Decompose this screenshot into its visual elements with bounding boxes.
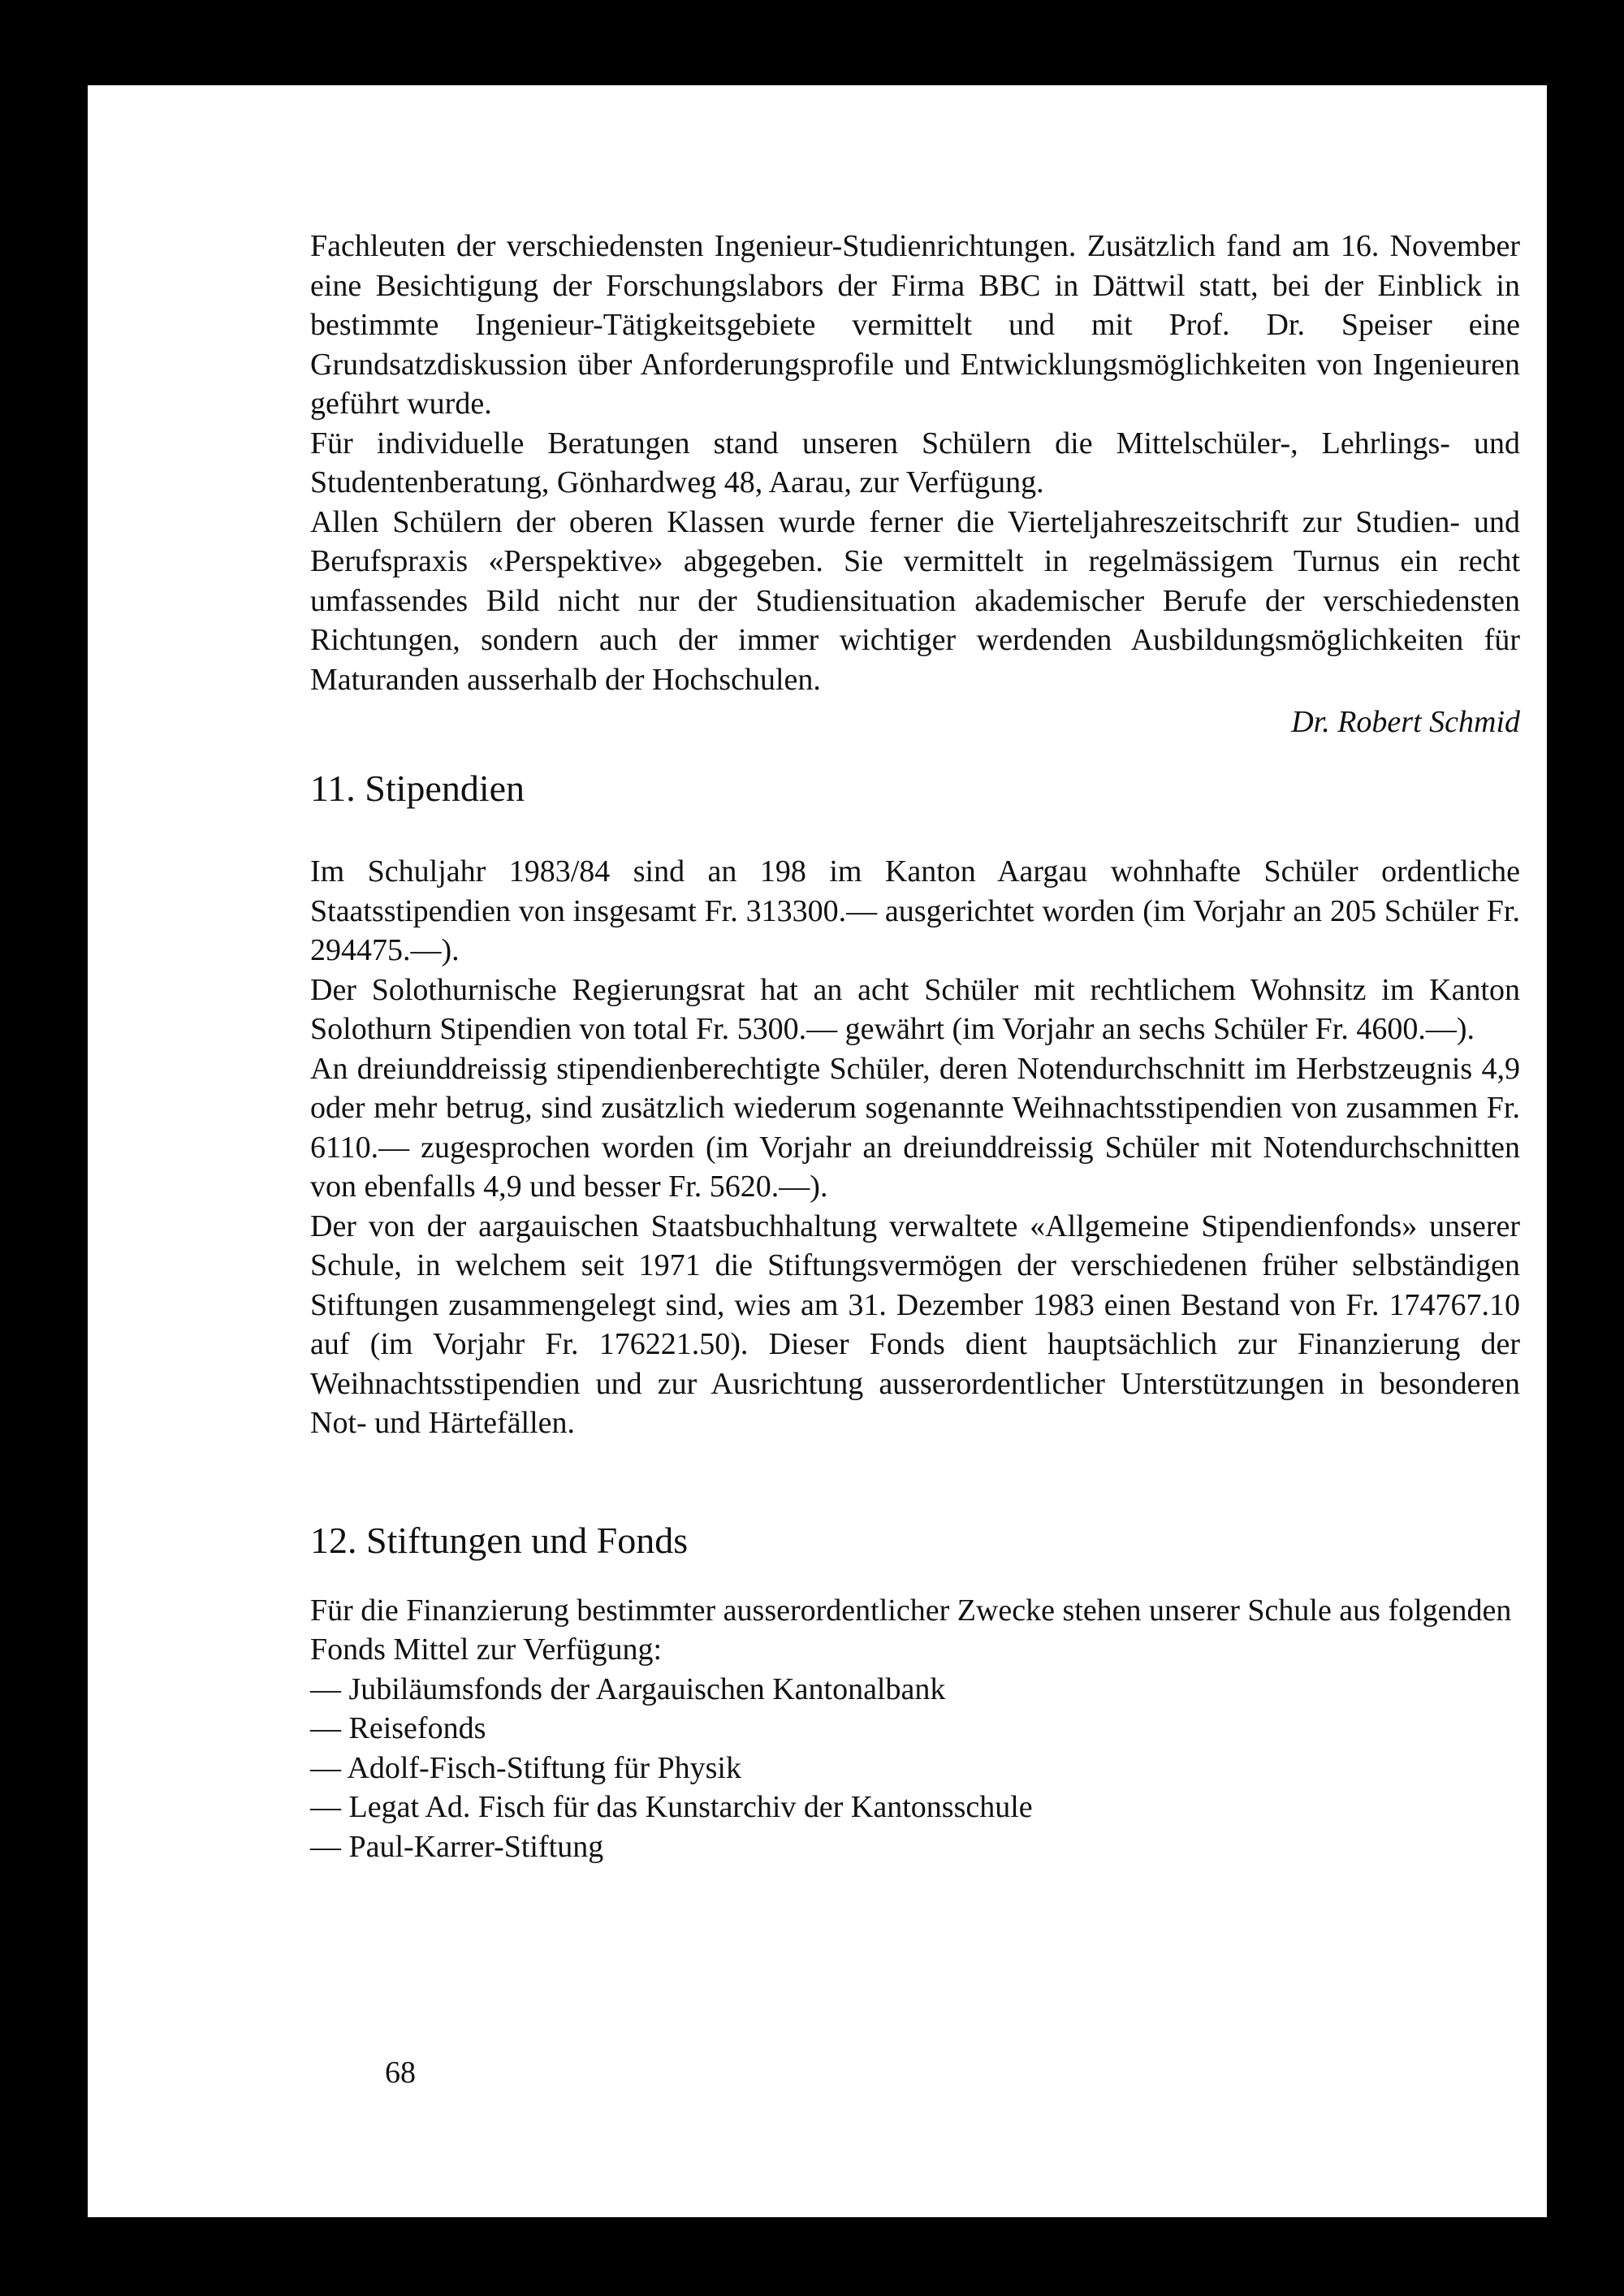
author-signature: Dr. Robert Schmid	[1291, 705, 1520, 739]
list-item: — Reisefonds	[310, 1711, 486, 1745]
list-item: — Paul-Karrer-Stiftung	[310, 1829, 604, 1864]
list-item: — Legat Ad. Fisch für das Kunstarchiv der Kantonsschule	[310, 1790, 1033, 1824]
section-11-paragraph-3: An dreiunddreissig stipendienberechtigte Schüler, deren Notendurchschnitt im Herbstzeugnis 4,9 oder mehr betrug, sind zusätzlich wiederum sogenannte Weihnachtsstipendien von zusammen Fr. 6110.— zugesprochen worden (im Vorjahr an dreiunddreissig Schüler mit Notendurchschnitten von ebenfalls 4,9 und besser Fr. 5620.—).	[310, 1051, 1520, 1204]
document-page	[88, 85, 1547, 2217]
fonds-list	[310, 1670, 1520, 1867]
page-number: 68	[385, 2056, 416, 2090]
list-item: — Adolf-Fisch-Stiftung für Physik	[310, 1750, 741, 1785]
section-11-paragraph-2: Der Solothurnische Regierungsrat hat an acht Schüler mit rechtlichem Wohnsitz im Kanton Solothurn Stipendien von total Fr. 5300.— gewährt (im Vorjahr an sechs Schüler Fr. 4600.—).	[310, 972, 1520, 1046]
section-11-paragraph-4: Der von der aargauischen Staatsbuchhaltung verwaltete «Allgemeine Stipendienfonds» unserer Schule, in welchem seit 1971 die Stiftungsvermögen der verschiedenen früher selbständigen Stiftungen zusammengelegt sind, wies am 31. Dezember 1983 einen Bestand von Fr. 174767.10 auf (im Vorjahr Fr. 176221.50). Dieser Fonds dient hauptsächlich zur Finanzierung der Weihnachtsstipendien und zur Ausrichtung ausserordentlicher Unterstützungen in besonderen Not- und Härtefällen.	[310, 1209, 1520, 1440]
list-item: — Jubiläumsfonds der Aargauischen Kantonalbank	[310, 1671, 946, 1706]
intro-paragraph-1: Fachleuten der verschiedensten Ingenieur-Studienrichtungen. Zusätzlich fand am 16. November eine Besichtigung der Forschungslabors der Firma BBC in Dättwil statt, bei der Einblick in bestimmte Ingenieur-Tätigkeitsgebiete vermittelt und mit Prof. Dr. Speiser eine Grundsatzdiskussion über Anforderungsprofile und Entwicklungsmöglichkeiten von Ingenieuren geführt wurde.	[310, 229, 1520, 421]
section-11-heading: 11. Stipendien	[310, 767, 525, 809]
intro-paragraph-3: Allen Schülern der oberen Klassen wurde ferner die Vierteljahreszeitschrift zur Studien- und Berufspraxis «Perspektive» abgegeben. Sie vermittelt in regelmässigem Turnus ein recht umfassendes Bild nicht nur der Studiensituation akademischer Berufe der verschiedensten Richtungen, sondern auch der immer wichtiger werdenden Ausbildungsmöglichkeiten für Maturanden ausserhalb der Hochschulen.	[310, 504, 1520, 697]
section-12-heading: 12. Stiftungen und Fonds	[310, 1519, 689, 1561]
section-12-intro: Für die Finanzierung bestimmter ausserordentlicher Zwecke stehen unserer Schule aus folgenden Fonds Mittel zur Verfügung:	[310, 1593, 1512, 1667]
intro-paragraph-2: Für individuelle Beratungen stand unseren Schülern die Mittelschüler-, Lehrlings- und Studentenberatung, Gönhardweg 48, Aarau, zur Verfügung.	[310, 426, 1520, 499]
section-11-paragraph-1: Im Schuljahr 1983/84 sind an 198 im Kanton Aargau wohnhafte Schüler ordentliche Staatsstipendien von insgesamt Fr. 313300.— ausgerichtet worden (im Vorjahr an 205 Schüler Fr. 294475.—).	[310, 854, 1520, 967]
page-content	[310, 227, 1520, 1866]
